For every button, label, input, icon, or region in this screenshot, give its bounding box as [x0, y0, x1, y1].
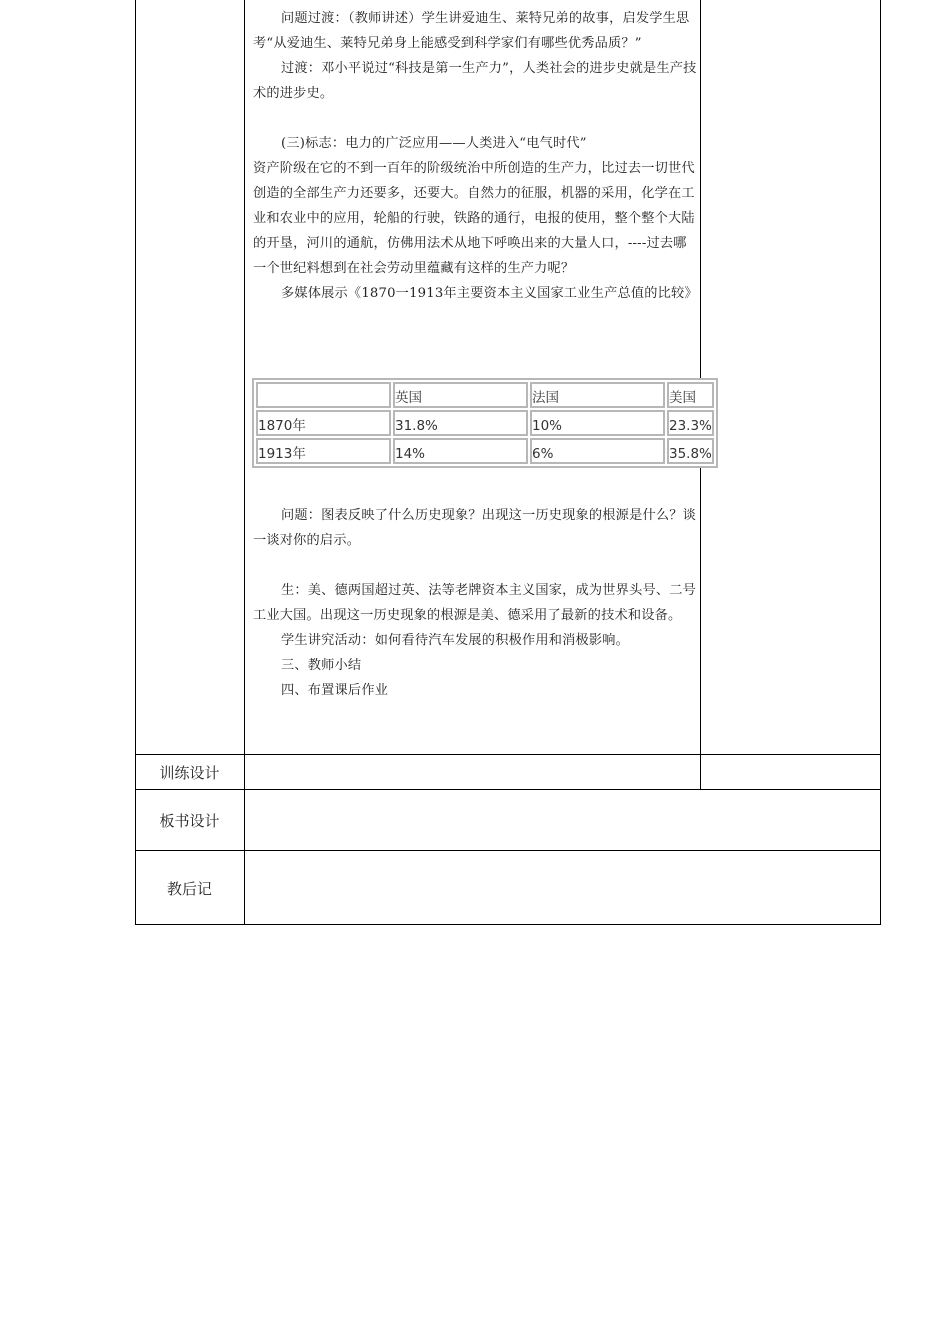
table-cell: 6% [530, 438, 665, 464]
paragraph-student-answer: 生：美、德两国超过英、法等老牌资本主义国家，成为世界头号、二号工业大国。出现这一历史现象的根源是美、德采用了最新的技术和设备。 [253, 583, 697, 623]
table-cell: 10% [530, 410, 665, 436]
paragraph-quote: 资产阶级在它的不到一百年的阶级统治中所创造的生产力，比过去一切世代创造的全部生产力还要多，还要大。自然力的征服，机器的采用，化学在工业和农业中的应用，轮船的行驶，铁路的通行，电报的使用，整个整个大陆的开垦，河川的通航，仿佛用法术从地下呼唤出来的大量人口，----过去哪一个世纪料想到在社会劳动里蕴藏有这样的生产力呢？ [253, 161, 695, 276]
table-header-cell: 英国 [393, 382, 528, 408]
table-border-row2 [135, 789, 881, 790]
label-reflection: 教后记 [166, 880, 212, 898]
table-cell: 35.8% [667, 438, 714, 464]
industrial-output-table [252, 378, 718, 468]
table-header-cell: 美国 [667, 382, 714, 408]
table-header-cell [256, 382, 391, 408]
table-border-row1 [135, 754, 881, 755]
paragraph-multimedia: 多媒体展示《1870一1913年主要资本主义国家工业生产总值的比较》 [281, 286, 698, 301]
table-cell: 31.8% [393, 410, 528, 436]
paragraph-student-activity: 学生讲究活动：如何看待汽车发展的积极作用和消极影响。 [281, 633, 630, 648]
table-row [256, 438, 714, 464]
lesson-content [253, 6, 698, 306]
label-training-design: 训练设计 [159, 764, 220, 782]
table-cell: 1870年 [256, 410, 391, 436]
paragraph-question: 问题：图表反映了什么历史现象？出现这一历史现象的根源是什么？谈一谈对你的启示。 [253, 508, 697, 548]
table-cell: 14% [393, 438, 528, 464]
lesson-content-continued [253, 503, 698, 703]
table-border-col1 [244, 0, 245, 925]
paragraph-transition-question: 问题过渡：（教师讲述）学生讲爱迪生、莱特兄弟的故事，启发学生思考“从爱迪生、莱特兄弟身上能感受到科学家们有哪些优秀品质？” [253, 11, 690, 51]
table-row [256, 410, 714, 436]
paragraph-summary: 三、教师小结 [281, 658, 362, 673]
table-border-left [135, 0, 136, 925]
table-cell: 23.3% [667, 410, 714, 436]
table-header-cell: 法国 [530, 382, 665, 408]
section-heading-electric-age: (三)标志：电力的广泛应用——人类进入“电气时代” [281, 136, 587, 151]
table-cell: 1913年 [256, 438, 391, 464]
table-border-right [880, 0, 881, 925]
label-board-design: 板书设计 [159, 812, 220, 830]
table-border-bottom [135, 924, 881, 925]
table-header-row [256, 382, 714, 408]
paragraph-homework: 四、布置课后作业 [281, 683, 389, 698]
table-border-row3 [135, 850, 881, 851]
paragraph-transition-deng: 过渡：邓小平说过“科技是第一生产力”，人类社会的进步史就是生产技术的进步史。 [253, 61, 697, 101]
